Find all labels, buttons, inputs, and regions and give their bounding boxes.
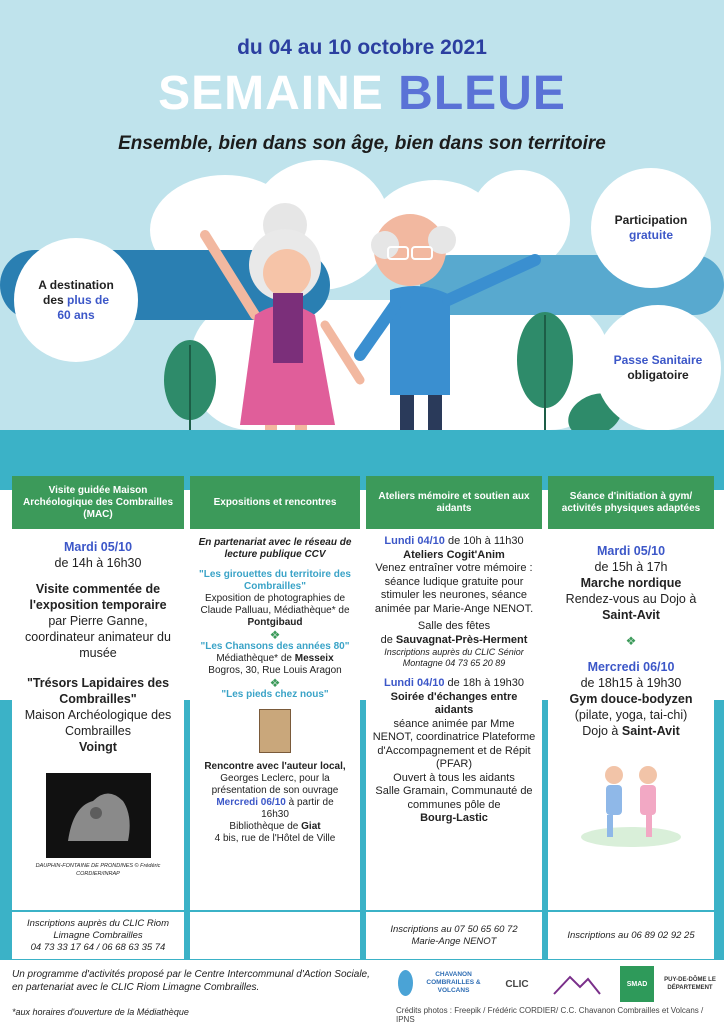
partner-intro: En partenariat avec le réseau de lecture publique CCV	[198, 537, 352, 560]
column-expositions	[190, 529, 360, 910]
session-time: de 15h à 17h	[594, 560, 668, 574]
organizer-line: Un programme d'activités proposé par le Centre Intercommunal d'Action Sociale,	[12, 969, 370, 980]
ccv-logo: CHAVANON COMBRAILLES & VOLCANS	[398, 964, 490, 1002]
column-header-visit: Visite guidée Maison Archéologique des Combrailles (MAC)	[12, 476, 184, 529]
yoga-couple-illustration	[576, 757, 686, 847]
registration-footer-visit	[12, 912, 184, 959]
session-venue: Salle des fêtes	[417, 620, 491, 632]
session-time: de 14h à 16h30	[54, 556, 142, 570]
registration-footer-expositions	[190, 912, 360, 959]
separator-icon: ❖	[269, 676, 281, 690]
registration-text: Inscriptions auprès du CLIC Riom Limagne Combrailles	[26, 917, 170, 941]
meeting-venue: Bibliothèque de Giat	[229, 821, 321, 832]
session-date: Mardi 05/10	[63, 540, 133, 554]
exhibit-title: "Les Chansons des années 80"	[200, 641, 350, 652]
session-time: de 18h15 à 19h30	[580, 676, 682, 690]
registration-footer-ateliers	[366, 912, 542, 959]
session-audience: Ouvert à tous les aidants	[393, 771, 515, 784]
page-footer	[0, 960, 724, 1024]
session-venue: Salle Gramain, Communauté de communes pôle de	[375, 785, 533, 811]
audience-bubble	[14, 238, 138, 362]
event-dates: du 04 au 10 octobre 2021	[237, 36, 487, 59]
meeting-datetime: Mercredi 06/10 à partir de	[216, 797, 334, 808]
department-logo: PUY-DE-DÔME LE DÉPARTEMENT	[664, 977, 716, 991]
session-town: Bourg-Lastic	[420, 812, 488, 824]
photo-caption: DAUPHIN-FONTAINE DE PRONDINES © Frédéric CORDIER/INRAP	[35, 863, 161, 877]
session-presenter: par Pierre Ganne, coordinateur animateur du musée	[25, 614, 171, 660]
session-title: Soirée d'échanges entre aidants	[390, 690, 518, 716]
registration-footer-gym: Inscriptions au 06 89 02 92 25	[548, 912, 714, 959]
smad-logo: SMAD	[620, 966, 654, 1002]
venue-town: Voingt	[79, 740, 117, 754]
bubble-text: Participation	[614, 213, 688, 227]
session-description: Rendez-vous au Dojo à	[565, 592, 697, 606]
separator-icon: ❖	[269, 628, 281, 642]
free-participation-bubble	[591, 168, 711, 288]
exhibit-title: "Les girouettes du territoire des Combrailles"	[199, 569, 351, 592]
health-pass-bubble	[595, 305, 721, 431]
column-header-expositions: Expositions et rencontres	[190, 476, 360, 529]
bubble-text: A destination	[38, 277, 114, 292]
column-visit	[12, 529, 184, 910]
bubble-text: 60 ans	[57, 307, 95, 322]
registration-text: Inscriptions au 07 50 65 60 72	[390, 923, 518, 935]
session-town: Saint-Avit	[602, 608, 660, 622]
partner-line: en partenariat avec le CLIC Riom Limagne Combrailles.	[12, 982, 260, 993]
venue-name: Maison Archéologique des Combrailles	[24, 708, 172, 738]
clic-logo: CLIC	[505, 978, 529, 990]
column-ateliers	[366, 529, 542, 910]
bubble-text: Passe Sanitaire	[613, 353, 703, 367]
session-date: Mercredi 06/10	[587, 660, 675, 674]
stone-sculpture-image	[58, 781, 138, 851]
session-datetime: Lundi 04/10 de 10h à 11h30	[384, 535, 524, 547]
session-town: de Sauvagnat-Près-Herment	[380, 633, 528, 646]
registration-contact: Marie-Ange NENOT	[411, 935, 497, 947]
exhibit-title: "Les pieds chez nous"	[221, 689, 329, 700]
session-registration: Inscriptions auprès du CLIC Sénior Montagne 04 73 65 20 89	[384, 647, 524, 668]
session-date: Mardi 05/10	[596, 544, 666, 558]
exhibition-title: "Trésors Lapidaires des Combrailles"	[26, 676, 170, 706]
session-datetime: Lundi 04/10 de 18h à 19h30	[383, 677, 525, 689]
exhibit-description: Médiathèque* de Messeix	[216, 653, 334, 664]
mountain-logo	[552, 968, 602, 1000]
session-description: (pilate, yoga, tai-chi)	[574, 708, 688, 722]
session-title: Marche nordique	[580, 576, 682, 590]
session-title: Ateliers Cogit'Anim	[403, 548, 505, 561]
session-description: séance animée par Mme NENOT, coordinatrice Plateforme d'Accompagnement et de Répit (PFAR)	[372, 717, 536, 770]
separator-icon: ❖	[625, 634, 637, 648]
column-header-ateliers: Ateliers mémoire et soutien aux aidants	[366, 476, 542, 529]
bubble-text: obligatoire	[627, 368, 689, 382]
hero-banner	[0, 0, 724, 480]
photo-credits: Crédits photos : Freepik / Frédéric CORDIER/ C.C. Chavanon Combrailles et Volcans / IPNS	[396, 1006, 704, 1024]
artifact-photo	[46, 773, 151, 858]
library-note: *aux horaires d'ouverture de la Médiathèque	[12, 1007, 189, 1017]
grandma-illustration	[195, 195, 375, 465]
registration-phones: 04 73 33 17 64 / 06 68 63 35 74	[30, 941, 166, 953]
bubble-text: gratuite	[628, 228, 673, 242]
bubble-text: des plus de	[42, 292, 110, 307]
title-word-semaine: SEMAINE	[158, 67, 384, 120]
session-venue: Dojo à Saint-Avit	[582, 724, 680, 738]
grandpa-illustration	[350, 195, 550, 455]
meeting-address: 4 bis, rue de l'Hôtel de Ville	[214, 833, 336, 844]
event-title	[0, 66, 724, 121]
column-gym	[548, 529, 714, 910]
meeting-time: 16h30	[261, 809, 289, 820]
column-header-gym: Séance d'initiation à gym/ activités physiques adaptées	[548, 476, 714, 529]
exhibit-description: Exposition de photographies de Claude Palluau, Médiathèque* de Pontgibaud	[200, 593, 350, 628]
book-cover-image	[259, 709, 291, 753]
session-description: Venez entraîner votre mémoire : séance ludique gratuite pour stimuler les neurones, séance animée par Marie-Ange NENOT.	[374, 562, 534, 615]
exhibit-address: Bogros, 30, Rue Louis Aragon	[208, 665, 342, 676]
title-word-bleue: BLEUE	[398, 67, 566, 120]
session-title: Visite commentée de l'exposition temporaire	[29, 582, 167, 612]
event-subtitle: Ensemble, bien dans son âge, bien dans son territoire	[118, 133, 606, 154]
meeting-description: Georges Leclerc, pour la présentation de son ouvrage	[211, 773, 339, 796]
session-title: Gym douce-bodyzen	[569, 692, 693, 706]
meeting-title: Rencontre avec l'auteur local,	[204, 761, 346, 772]
